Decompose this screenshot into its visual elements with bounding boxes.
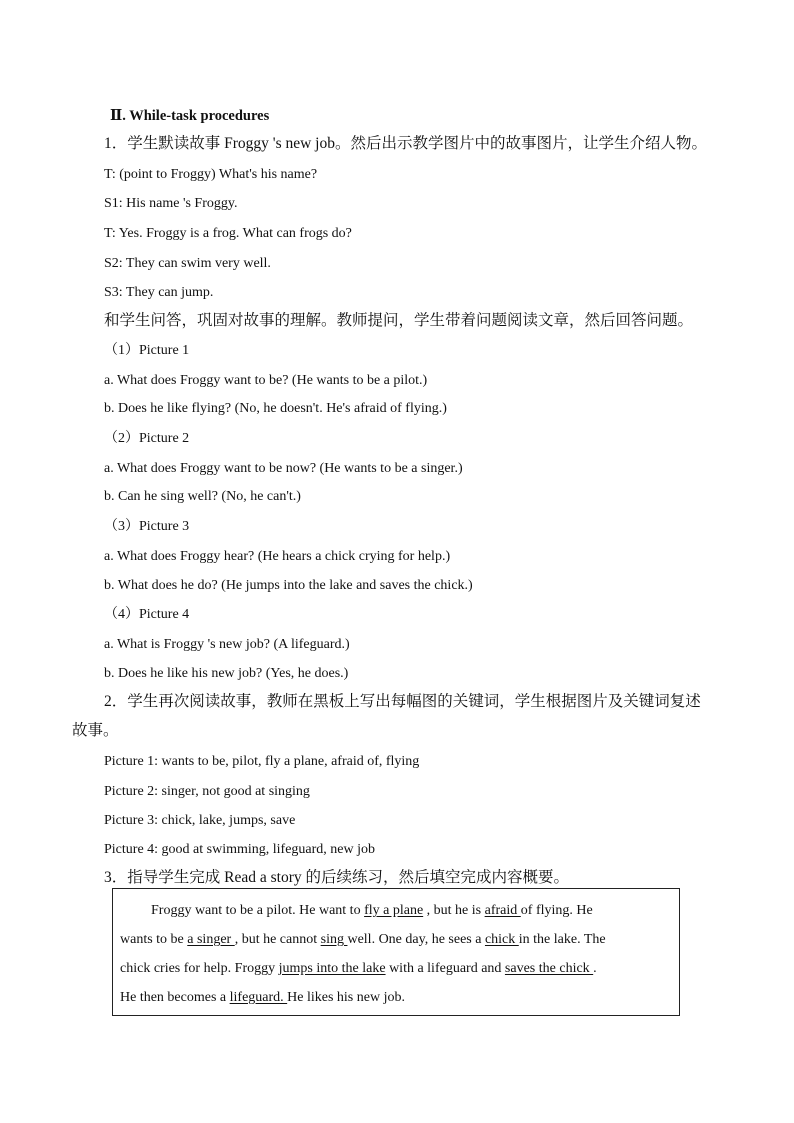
question-b: b. What does he do? (He jumps into the lake and saves the chick.) — [104, 578, 473, 593]
question-b: b. Can he sing well? (No, he can't.) — [104, 489, 301, 504]
summary-blank: sing — [320, 932, 348, 947]
question-a: a. What does Froggy hear? (He hears a chick crying for help.) — [104, 549, 451, 564]
keyword-line: Picture 1: wants to be, pilot, fly a plane, afraid of, flying — [104, 754, 420, 769]
summary-text: with a lifeguard and — [385, 961, 505, 976]
summary-box — [112, 888, 680, 1016]
dialogue-line: T: Yes. Froggy is a frog. What can frogs do? — [104, 226, 352, 241]
dialogue-line: S3: They can jump. — [104, 285, 214, 300]
summary-text: He then becomes a — [120, 990, 230, 1005]
summary-blank: saves the chick — [504, 961, 594, 976]
question-a: a. What does Froggy want to be now? (He wants to be a singer.) — [104, 461, 463, 476]
summary-blank: lifeguard. — [229, 990, 288, 1005]
summary-blank: afraid — [484, 903, 521, 918]
question-a: a. What is Froggy 's new job? (A lifeguard.) — [104, 637, 350, 652]
dialogue-line: S1: His name 's Froggy. — [104, 196, 238, 211]
summary-text: . — [593, 961, 597, 976]
summary-blank: fly a plane — [364, 903, 424, 918]
summary-text: in the lake. The — [518, 932, 606, 947]
keyword-line: Picture 3: chick, lake, jumps, save — [104, 813, 296, 828]
picture-label: （4）Picture 4 — [104, 607, 190, 622]
dialogue-line: S2: They can swim very well. — [104, 256, 271, 271]
summary-blank: a singer — [187, 932, 235, 947]
summary-text: chick cries for help. Froggy — [120, 961, 279, 976]
summary-text: , but he is — [423, 903, 485, 918]
summary-blank: jumps into the lake — [278, 961, 386, 976]
qa-intro-text: 和学生问答，巩固对故事的理解。教师提问，学生带着问题阅读文章，然后回答问题。 — [104, 312, 694, 329]
summary-text: Froggy want to be a pilot. He want to — [151, 903, 365, 918]
picture-label: （3）Picture 3 — [104, 519, 190, 534]
summary-line — [120, 989, 674, 1007]
dialogue-line: T: (point to Froggy) What's his name? — [104, 167, 318, 182]
summary-blank: chick — [484, 932, 519, 947]
summary-line — [120, 902, 674, 920]
keyword-line: Picture 4: good at swimming, lifeguard, new job — [104, 842, 376, 857]
summary-line — [120, 960, 674, 978]
picture-label: （1）Picture 1 — [104, 343, 190, 358]
step-2-text: 2．学生再次阅读故事，教师在黑板上写出每幅图的关键词，学生根据图片及关键词复述 — [104, 693, 701, 710]
step-2-text-cont: 故事。 — [72, 722, 119, 739]
question-a: a. What does Froggy want to be? (He wants to be a pilot.) — [104, 373, 428, 388]
summary-text: , but he cannot — [234, 932, 321, 947]
step-3-text: 3．指导学生完成 Read a story 的后续练习，然后填空完成内容概要。 — [104, 869, 569, 886]
picture-label: （2）Picture 2 — [104, 431, 190, 446]
step-1-text: 1．学生默读故事 Froggy 's new job。然后出示教学图片中的故事图片，让学生介绍人物。 — [104, 135, 707, 152]
question-b: b. Does he like his new job? (Yes, he does.) — [104, 666, 349, 681]
summary-text: He likes his new job. — [287, 990, 405, 1005]
question-b: b. Does he like flying? (No, he doesn't. He's afraid of flying.) — [104, 401, 447, 416]
summary-text: well. One day, he sees a — [347, 932, 485, 947]
section-heading: Ⅱ. While-task procedures — [110, 108, 270, 124]
summary-text: of flying. He — [520, 903, 593, 918]
summary-line — [120, 931, 674, 949]
keyword-line: Picture 2: singer, not good at singing — [104, 784, 310, 799]
summary-text: wants to be — [120, 932, 188, 947]
